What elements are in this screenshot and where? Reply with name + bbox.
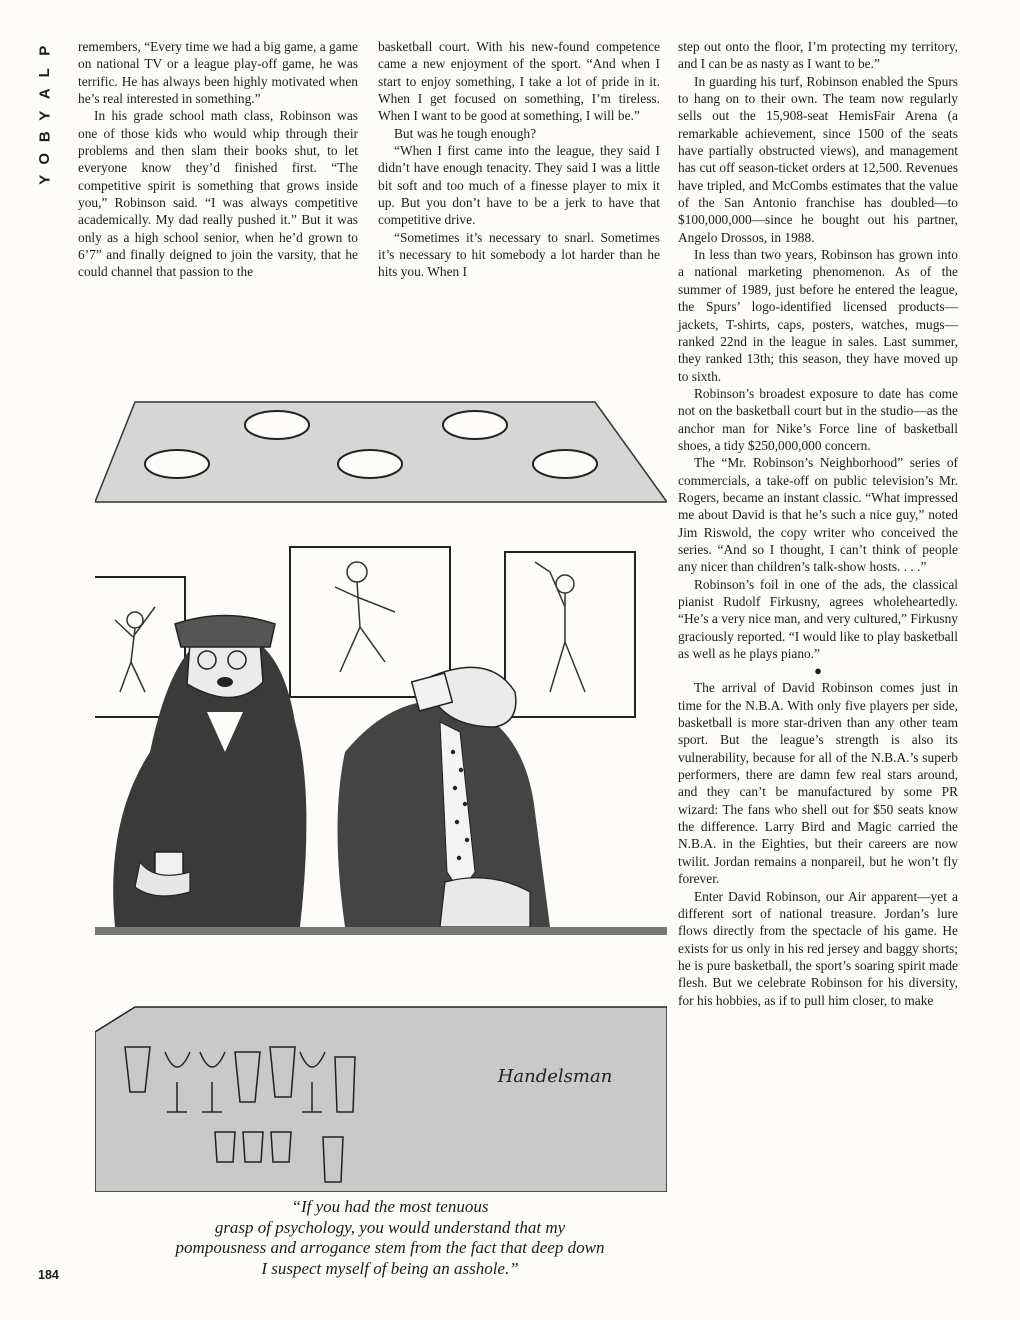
paragraph: In his grade school math class, Robinson was one of those kids who would whip through their problems and then slam their books shut, to let everyone know they’d finished first. “The competitive spirit is something that grows inside you,” Robinson said. “I was always competitive academically. My dad really pushed it.” But it was only as a high school senior, when he’d grown to 6’7” and finally deigned to join the varsity, that he could channel that passion to the: [78, 108, 358, 280]
caption-line: grasp of psychology, you would understand that my: [214, 1217, 566, 1237]
sidebar-letter: P: [36, 45, 54, 56]
article-column-3: [678, 38, 958, 1009]
sidebar-letter: L: [36, 67, 54, 77]
cartoon-illustration: [95, 392, 667, 1192]
caption-line: I suspect myself of being an asshole.”: [261, 1258, 519, 1278]
sidebar-letter: O: [36, 152, 54, 165]
cartoonist-signature: Handelsman: [497, 1066, 613, 1087]
caption-line: pompousness and arrogance stem from the fact that deep down: [175, 1238, 605, 1257]
paragraph: “When I first came into the league, they said I didn’t have enough tenacity. They said I was a little bit soft and too much of a finesse player to mix it up. But you don’t have to be a jerk to have that competitive drive.: [378, 143, 660, 228]
article-column-2: [378, 38, 660, 281]
cartoon-caption: [130, 1197, 650, 1279]
sidebar-letter: Y: [36, 174, 54, 185]
paragraph: In less than two years, Robinson has grown into a national marketing phenomenon. As of the summer of 1989, just before he entered the league, the Spurs’ logo-identified licensed products—jackets, T-shirts, caps, posters, watches, mugs—ranked 22nd in the league in sales. Last summer, they ranked 13th; this season, they have moved up to sixth.: [678, 247, 958, 384]
page-number: 184: [38, 1268, 59, 1282]
magazine-sidebar: [34, 40, 56, 191]
paragraph: Enter David Robinson, our Air apparent—yet a different sort of national treasure. Jordan’s lure flows directly from the spectacle of his game. He exists for us only in his red jersey and baggy shorts; he is pure basketball, the sport’s soaring spirit made flesh. But we celebrate Robinson for his diversity, for his hobbies, as if to pull him closer, to make: [678, 888, 958, 1008]
paragraph: In guarding his turf, Robinson enabled the Spurs to hang on to their own. The team now regularly sells out the 15,908-seat HemisFair Arena (a remarkable achievement, since 1500 of the seats have partially obstructed views), and management has cut off season-ticket orders at 12,500. Revenues have tripled, and McCombs estimates that the value of the San Antonio franchise has doubled—to $100,000,000—since he bought out his partner, Angelo Drossos, in 1988.: [678, 73, 958, 245]
article-column-1: [78, 38, 358, 281]
paragraph: remembers, “Every time we had a big game, a game on national TV or a league play-off game, he was terrific. He has always been highly motivated when he’s real interested in something.”: [78, 39, 358, 107]
caption-line: “If you had the most tenuous: [291, 1197, 489, 1216]
paragraph: “Sometimes it’s necessary to snarl. Sometimes it’s necessary to hit somebody a lot harder than he hits you. When I: [378, 229, 660, 280]
paragraph: But was he tough enough?: [394, 125, 537, 141]
sidebar-letter: A: [36, 88, 54, 100]
section-break-bullet: ●: [814, 663, 822, 679]
paragraph: Robinson’s foil in one of the ads, the classical pianist Rudolf Firkusny, agrees wholeheartedly. “He’s a very nice man, and very cultured,” Firkusny graciously reported. “I would like to play basketball as well as he plays piano.”: [678, 576, 958, 662]
paragraph: The arrival of David Robinson comes just in time for the N.B.A. With only five players per side, basketball is more star-driven than any other team sport. But the league’s strength is also its vulnerability, because for all of the N.B.A.’s superb performers, there are damn few real stars around, and they can’t be manufactured by some PR wizard: The fans who shell out for $50 seats know the difference. Larry Bird and Magic carried the N.B.A. in the Eighties, but their careers are now twilit. Jordan remains a nonpareil, but he won’t fly forever.: [678, 680, 958, 887]
paragraph: step out onto the floor, I’m protecting my territory, and I can be as nasty as I want to be.”: [678, 39, 958, 72]
paragraph: basketball court. With his new-found competence came a new enjoyment of the sport. “And when I start to enjoy something, I take a lot of pride in it. When I get focused on something, I’m tireless. When I want to be good at something, I will be.”: [378, 39, 660, 124]
sidebar-letter: Y: [36, 110, 54, 121]
sidebar-letter: B: [36, 131, 54, 143]
paragraph: Robinson’s broadest exposure to date has come not on the basketball court but in the studio—as the anchor man for Nike’s Force line of basketball shoes, a tidy $250,000,000 concern.: [678, 385, 958, 453]
paragraph: The “Mr. Robinson’s Neighborhood” series of commercials, a take-off on public television’s Mr. Rogers, became an instant classic. “What impressed me about David is that he’s such a nice guy,” noted Jim Riswold, the copy writer who conceived the series. “And so I thought, I can’t think of people any nicer than children’s talk-show hosts. . . .”: [678, 455, 958, 575]
